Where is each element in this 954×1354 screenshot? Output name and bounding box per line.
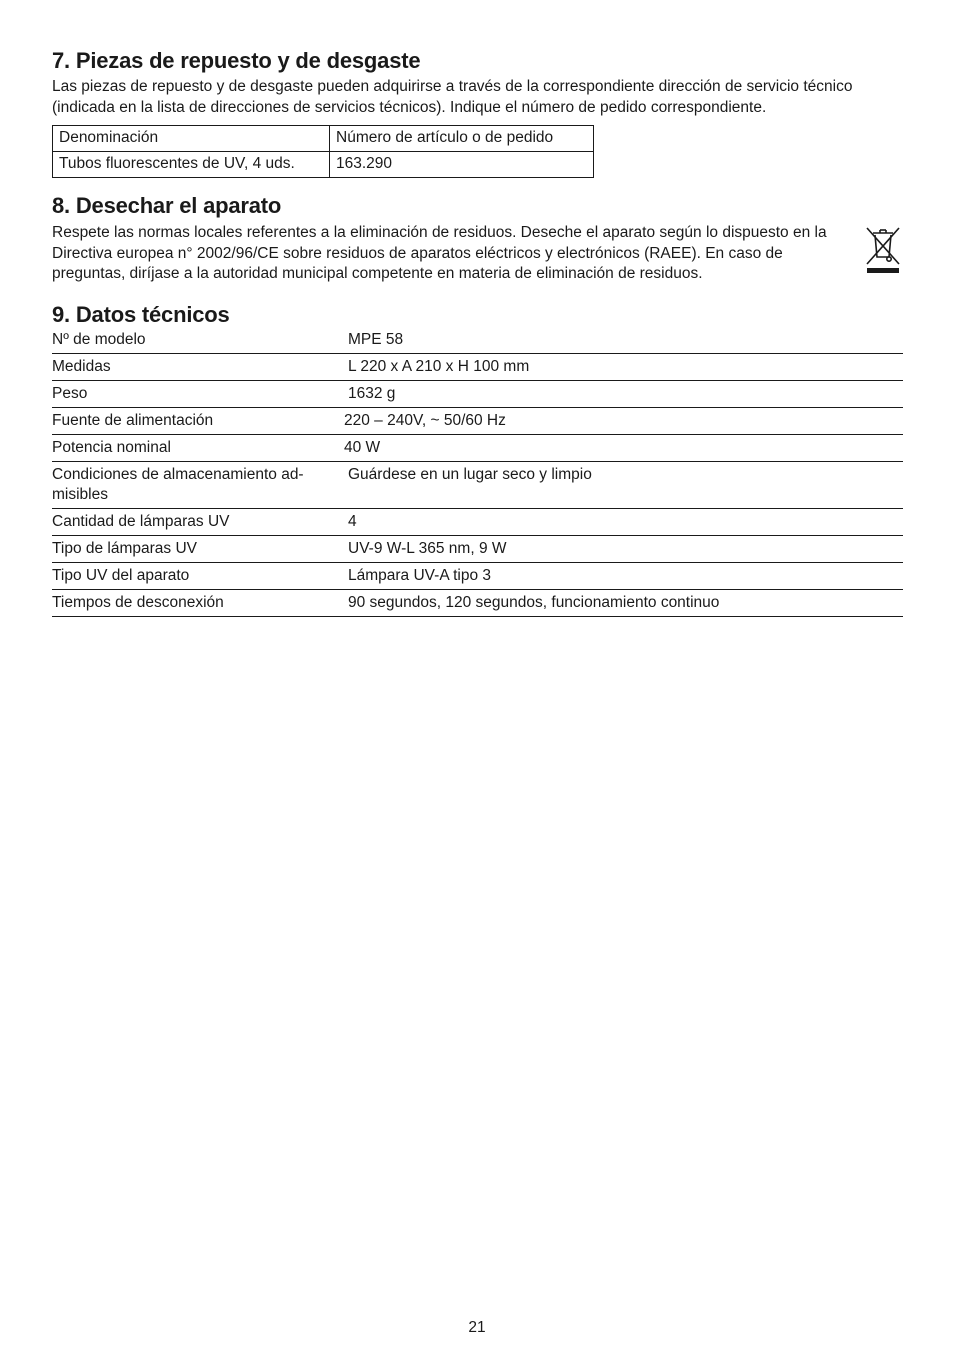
spec-label: Cantidad de lámparas UV	[52, 512, 230, 530]
spec-value: 1632 g	[348, 384, 396, 402]
page-number: 21	[468, 1319, 486, 1336]
spec-value: 90 segundos, 120 segundos, funcionamiento continuo	[348, 593, 720, 611]
spec-label: Peso	[52, 384, 88, 402]
spec-value: MPE 58	[348, 330, 404, 348]
spec-value: 40 W	[344, 438, 381, 456]
spec-table	[52, 329, 903, 617]
spec-label: Tipo de lámparas UV	[52, 539, 198, 557]
table-header-cell: Número de artículo o de pedido	[330, 126, 594, 152]
spec-row	[52, 563, 903, 590]
section-heading-spare-parts: 7. Piezas de repuesto y de desgaste	[52, 48, 421, 73]
table-header-row	[53, 126, 594, 152]
section-disposal	[52, 193, 903, 285]
spec-value: 220 – 240V, ~ 50/60 Hz	[344, 411, 506, 429]
spec-row	[52, 354, 903, 381]
spare-parts-paragraph: Las piezas de repuesto y de desgaste pueden adquirirse a través de la correspondiente dirección de servicio técnico (indicada en la lista de direcciones de servicios técnicos). Indique el número de pedido correspondiente.	[52, 78, 853, 116]
section-technical-data	[52, 302, 903, 617]
spec-value: Guárdese en un lugar seco y limpio	[348, 465, 592, 483]
spec-label: Medidas	[52, 357, 111, 375]
section-spare-parts	[52, 48, 903, 178]
spec-label: Potencia nominal	[52, 438, 171, 456]
spec-row	[52, 509, 903, 536]
document-page	[52, 46, 903, 617]
table-header-cell: Denominación	[53, 126, 330, 152]
spec-value: 4	[348, 512, 357, 530]
section-heading-technical-data: 9. Datos técnicos	[52, 301, 230, 327]
disposal-paragraph: Respete las normas locales referentes a la eliminación de residuos. Deseche el aparato según lo dispuesto en la Directiva europea n° 2002/96/CE sobre residuos de aparatos eléctricos y electrónicos (RAEE). En caso de preguntas, diríjase a la autoridad municipal competente en materia de eliminación de residuos.	[52, 224, 827, 282]
spec-row	[52, 462, 903, 509]
spec-value: L 220 x A 210 x H 100 mm	[348, 357, 530, 375]
crossed-out-wheelie-bin-icon	[865, 224, 901, 274]
spec-label: Nº de modelo	[52, 330, 146, 348]
table-row	[53, 152, 594, 178]
table-cell: 163.290	[330, 152, 594, 178]
section-heading-disposal: 8. Desechar el aparato	[52, 193, 282, 218]
spec-value: UV-9 W-L 365 nm, 9 W	[348, 539, 507, 557]
spec-row	[52, 408, 903, 435]
spec-label: Tiempos de desconexión	[52, 593, 224, 611]
spare-parts-table	[52, 125, 594, 178]
spec-row	[52, 590, 903, 617]
spec-row	[52, 536, 903, 563]
spec-value: Lámpara UV-A tipo 3	[348, 566, 492, 584]
spec-row	[52, 381, 903, 408]
table-cell: Tubos fluorescentes de UV, 4 uds.	[53, 152, 330, 178]
spec-label: Condiciones de almacenamiento ad- misibles	[52, 465, 304, 503]
spec-row	[52, 329, 903, 354]
spec-label: Tipo UV del aparato	[52, 566, 190, 584]
spec-label: Fuente de alimentación	[52, 411, 214, 429]
spec-row	[52, 435, 903, 462]
